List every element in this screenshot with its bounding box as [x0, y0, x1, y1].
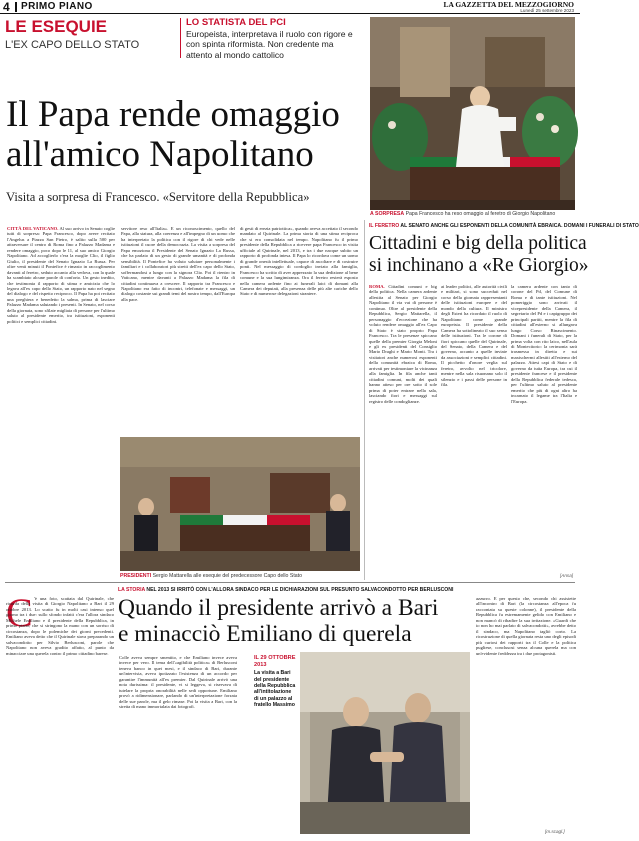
bari-side-caption [254, 655, 296, 709]
masthead: LA GAZZETTA DEL MEZZOGIORNO [443, 0, 574, 9]
header-divider [15, 2, 17, 12]
third-story-kicker [118, 587, 578, 593]
mattarella-caption-label: PRESIDENTI [120, 573, 152, 579]
second-story-lead: ROMA. [369, 284, 385, 289]
bari-caption-text: La visita a Bari del presidente della Repubblica all'intitolazione di un palazzo al fratello Massimo [254, 670, 296, 709]
second-headline-line-1: Cittadini e big della politica [369, 233, 587, 254]
pope-photo-illustration [370, 17, 575, 210]
third-headline-line-1: Quando il presidente arrivò a Bari [118, 595, 439, 621]
page-header [0, 0, 580, 14]
main-story-col-1-text: Al suo arrivo in Senato coglie tutti di sorpresa: Papa Francesco, dopo avere recitato l'Angelus a Piazza San Pietro, è salito sulla 500 per attraversare il centro di Roma fino a Palazzo Madama e rendere omaggio, poco dopo le 11, al suo amico Giorgio Napolitano. Ad accoglierlo c'era la moglie Clio, il figlio Giulio, il presidente del Senato Ignazio La Russa. Per oltre venti minuti il Pontefice è rimasto in raccoglimento davanti al feretro, seduto accanto alla vedova, con la quale ha scambiato alcune parole di conforto. Un gesto inedito, che testimonia il rapporto di stima e amicizia che lo legava all'ex capo dello Stato, un rapporto nato nel segno del dialogo e del rispetto reciproco. Il Papa ha poi recitato una preghiera e benedetto la salma, prima di lasciare Palazzo Madama salutando i presenti. In Senato, nel corso della giornata, sono sfilate migliaia di persone per l'ultimo saluto al presidente emerito, tra istituzioni, esponenti politici e semplici cittadini. [7, 226, 115, 324]
pope-caption-text: Papa Francesco ha reso omaggio al feretro di Giorgio Napolitano [405, 211, 556, 217]
third-kicker-label: LA STORIA [118, 587, 145, 593]
main-story-lead: CITTÀ DEL VATICANO. [7, 226, 59, 231]
bari-caption-date: IL 29 OTTOBRE 2013 [254, 655, 296, 668]
main-headline-line-2: all'amico Napolitano [6, 134, 314, 175]
second-story-byline: [Ansa] [560, 573, 574, 578]
third-dropcap: C [6, 590, 33, 635]
second-headline [369, 233, 589, 277]
second-story-col-1-text: Cittadini comuni e big della politica. Nella camera ardente allestita al Senato per Giorgio Napolitano il via vai di persone è continuo. Oltre al presidente della Repubblica, Sergio Mattarella, il personaggio d'eccezione che ha voluto rendere omaggio all'ex Capo di Stato è stato proprio Papa Francesco. Tra le presenze spiccano quelle della premier Giorgia Meloni e gli ex presidenti del Consiglio Mario Draghi e Mario Monti. Tra i visitatori anche numerosi esponenti della comunità ebraica di Roma, arrivati per testimoniare la vicinanza alla famiglia. In fila anche tanti cittadini comuni, molti dei quali hanno atteso per ore sotto il sole prima di poter entrare nella sala, lasciando fiori e messaggi sul registro delle condoglianze. [369, 284, 437, 404]
main-headline [6, 95, 366, 175]
mattarella-photo [120, 437, 360, 571]
main-story-col-1 [7, 226, 115, 594]
second-kicker-text: AL SENATO ANCHE GLI ESPONENTI DELLA COMUNITÀ EBRAICA. DOMANI I FUNERALI DI STATO [400, 223, 639, 229]
column-divider [364, 220, 365, 580]
pope-caption-label: A SORPRESA [370, 211, 405, 217]
second-kicker-label: IL FERETRO [369, 223, 400, 229]
mattarella-caption-text: Sergio Mattarella alle esequie del predecessore Capo dello Stato [152, 573, 302, 579]
third-story-col-3: azzurro. E per questo che, secondo chi assistette all'incontro di Bari (la circostanza all'epoca fu raccontata su queste colonne), il presidente della Repubblica fu estremamente gelido con Emiliano e non mancò di ribadire la sua irritazione. «Guardi che io non ho mai parlato di salvacondotti», avrebbe detto il sindaco, ma Napolitano tagliò corto. La ricostruzione di quella giornata resta uno degli episodi più curiosi dei rapporti tra il Colle e la politica pugliese, conclusosi senza alcuna querela ma con un'evidente freddezza tra i due protagonisti. [476, 596, 576, 656]
kicker-subline: L'EX CAPO DELLO STATO [5, 39, 140, 51]
third-story-col-1: 'è una foto, scattata dal Quirinale, che ricorda della visita di Giorgio Napolitano a Bari il 29 ottobre 2013. Lo scatto fu in molti casi intenso quel giorno tra i due: sullo sfondo infatti c'era l'allora sindaco Michele Emiliano e il presidente della Repubblica, in primo piano, che si stringono la mano con un sorriso di circostanza, dopo le polemiche dei giorni precedenti. Emiliano aveva detto che il Quirinale stava preparando un salvacondotto per Silvio Berlusconi, parole che Napolitano non aveva gradito affatto, al punto da minacciare una querela contro il primo cittadino barese. [6, 596, 114, 656]
third-headline-line-2: e minacciò Emiliano di querela [118, 621, 412, 647]
third-headline [118, 595, 439, 647]
mattarella-photo-illustration [120, 437, 360, 571]
main-subhead: Visita a sorpresa di Francesco. «Servitore della Repubblica» [6, 190, 310, 204]
main-story-col-2: servitore reso all'Italia». E un riconoscimento, quello del Papa, alla statura, alla coerenza e all'impegno di un uomo che ha interpretato la politica con il rigore di chi vede nelle istituzioni il cuore della democrazia. La visita a sorpresa del Papa emoziona il Presidente del Senato Ignazio La Russa, che ha parlato di un gesto di grande umanità e di profonda sensibilità. Il Pontefice ha voluto salutare personalmente i familiari e i collaboratori più stretti dell'ex capo dello Stato, soffermandosi a lungo con la signora Clio. Poi il rientro in Vaticano, mentre davanti a Palazzo Madama la fila di cittadini continuava a crescere. Il rapporto tra Francesco e Napolitano era fatto di incontri, telefonate e messaggi, un dialogo costante sui grandi temi del nostro tempo, dall'Europa alla pace. [121, 226, 235, 302]
kicker-divider [180, 18, 181, 58]
main-story-col-3: di gesti di erezia patriottica», quando aveva accettato il secondo mandato al Quirinale. La prima storia di una stima reciproca che si era consolidata nel tempo. Napolitano fu il primo presidente della Repubblica a ricevere papa Francesco in visita ufficiale al Quirinale, nel 2013, e tra i due nacque subito un rapporto di profonda intesa. Il Papa lo ricordava come un uomo di grande onestà intellettuale, capace di ascoltare e di costruire ponti. Nel messaggio di cordoglio inviato alla famiglia, Francesco ha scritto di aver apprezzato la sua dedizione al bene comune e la sua lungimiranza. Ora il feretro resterà esposto nella camera ardente fino ai funerali laici di domani alla Camera dei deputati, alla presenza delle più alte cariche dello Stato e di numerose delegazioni straniere. [240, 226, 358, 297]
section-rule [5, 582, 575, 583]
bari-photo [300, 652, 470, 834]
main-headline-line-1: Il Papa rende omaggio [6, 94, 340, 135]
header-date: Lunedì 25 settembre 2023 [520, 8, 574, 13]
second-headline-line-2: si inchinano a «Re Giorgio» [369, 255, 589, 276]
sidebar-title: LO STATISTA DEL PCI [186, 17, 286, 28]
pope-photo [370, 17, 575, 210]
second-story-col-1 [369, 284, 437, 578]
sidebar-body: Europeista, interpretava il ruolo con rigore e con spinta riformista. Non credente ma attento al mondo cattolico [186, 29, 353, 60]
section-label: PRIMO PIANO [21, 1, 93, 12]
sidebar-box [186, 17, 360, 60]
third-story-byline: [m.scagl.] [545, 829, 565, 834]
second-story-col-3: la camera ardente con tanto di corone del Pd, del Comune di Roma e di tante istituzioni. Nel pomeriggio sono arrivati il vicepresidente della Camera, il segretario del Pd e i capigruppo dei principali partiti, mentre la fila di cittadini all'esterno si allungava lungo Corso Rinascimento. Domani i funerali di Stato, per la prima volta con rito laico, nell'aula di Montecitorio: la cerimonia sarà trasmessa in diretta e sui maxischermi allestiti all'esterno del palazzo. Attesi capi di Stato e di governo da tutta Europa, tra cui il presidente francese e il presidente della Repubblica federale tedesca, per l'ultimo saluto al presidente emerito che più di ogni altro ha incarnato il legame tra l'Italia e l'Europa. [511, 284, 577, 404]
third-story-col-2: Colle aveva sempre smentito, e che Emiliano invece aveva invece per vero. Il tema dell'«agibilità politica» di Berlusconi teneva banco in quei mesi, e il sindaco di Bari, durante un'intervista, aveva ipotizzato l'esistenza di un accordo per garantire l'immunità all'ex premier. Dal Quirinale arrivò una nota durissima: il presidente, vi si leggeva, si riservava di tutelare la propria onorabilità nelle sedi opportune. Emiliano provò a ridimensionare, parlando di un'interpretazione forzata delle sue parole, ma il gelo rimase. Poi la visita a Bari, con la stretta di mano immortalata dai fotografi. [119, 655, 237, 710]
second-story-kicker [369, 223, 639, 229]
second-story-col-2: ai leader politici, alle autorità civili e militari, si sono succeduti nel corso della giornata rappresentanti delle istituzioni europee e del mondo della cultura. Il ministro degli Esteri ha ricordato il ruolo di Napolitano come grande europeista. Il presidente della Camera ha sottolineato il suo senso delle istituzioni. Tra le corone di fiori spiccano quelle del Quirinale, del Senato, della Camera e del governo, accanto a quelle inviate da associazioni e semplici cittadini. Il picchetto d'onore veglia sul feretro, avvolto nel tricolore, mentre nella sala risuonano solo il silenzio e i passi delle persone in fila. [441, 284, 507, 388]
kicker-block [5, 18, 177, 52]
bari-photo-illustration [300, 652, 470, 834]
kicker-label: LE ESEQUIE [5, 17, 108, 36]
mattarella-photo-caption [120, 573, 365, 579]
third-kicker-text: NEL 2013 SI IRRITÒ CON L'ALLORA SINDACO PER LE DICHIARAZIONI SUL PRESUNTO SALVACONDOTTO PER BERLUSCONI [146, 587, 454, 593]
pope-photo-caption [370, 211, 580, 217]
page-number: 4 [3, 0, 10, 14]
